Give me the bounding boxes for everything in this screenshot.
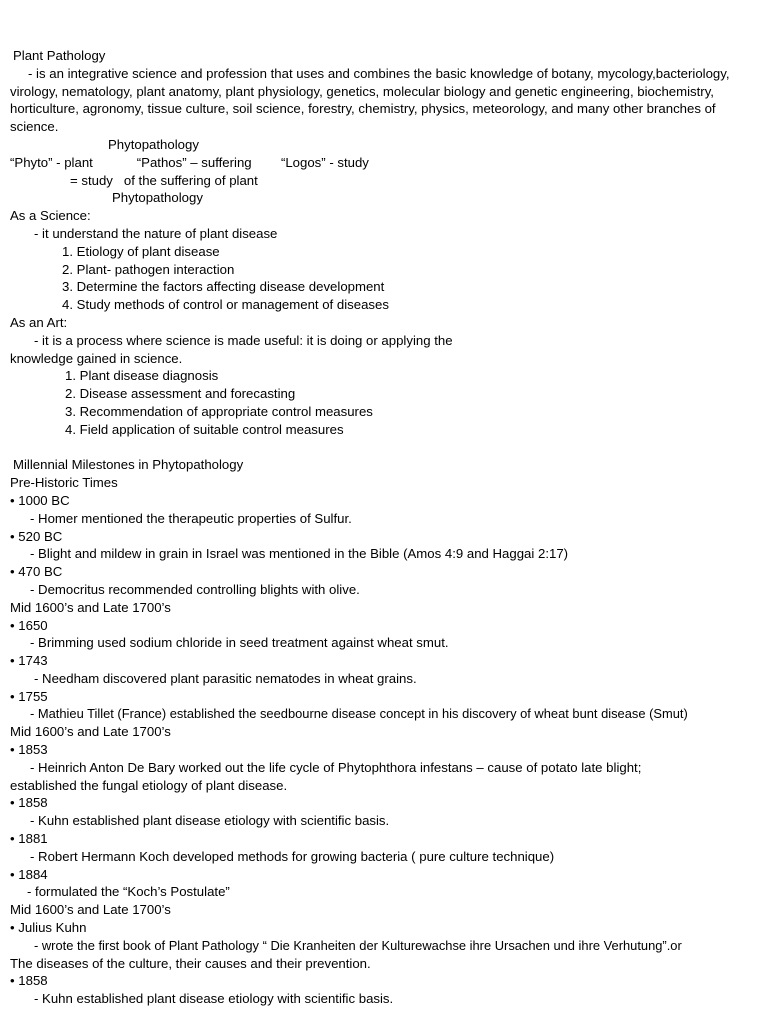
art-description-2: knowledge gained in science.	[10, 350, 183, 366]
milestone-description: - Heinrich Anton De Bary worked out the life cycle of Phytophthora infestans – cause of potato late blight;	[30, 759, 642, 775]
phytopathology-heading: Phytopathology	[108, 136, 199, 152]
period-heading: Pre-Historic Times	[10, 475, 118, 491]
science-description: - it understand the nature of plant disease	[34, 225, 278, 241]
milestone-year: • 1881	[10, 831, 48, 847]
document-title: Plant Pathology	[13, 48, 106, 63]
milestone-year: • 1743	[10, 653, 48, 669]
milestone-description: - Kuhn established plant disease etiology with scientific basis.	[30, 813, 390, 829]
milestone-year: • 1000 BC	[10, 492, 70, 508]
art-item: 3. Recommendation of appropriate control measures	[65, 403, 373, 419]
milestone-description: - Blight and mildew in grain in Israel was mentioned in the Bible (Amos 4:9 and Haggai 2:17)	[30, 546, 569, 562]
definition-paragraph: - is an integrative science and profession that uses and combines the basic knowledge of botany, mycology,bacteriology, virology, nematology, plant anatomy, plant physiology, genetics, molecular biology and genetic engineering, biochemistry, horticulture, agronomy, tissue culture, soil science, forestry, chemistry, physics, meteorology, and many other branches of science.	[10, 65, 730, 135]
milestone-year: • 1884	[10, 866, 48, 882]
milestone-year: • 1858	[10, 973, 48, 989]
milestone-description: - Mathieu Tillet (France) established the seedbourne disease concept in his discovery of wheat bunt disease (Smut)	[30, 706, 688, 722]
etymology-line: “Phyto” - plant “Pathos” – suffering “Logos” - study	[10, 154, 369, 170]
period-heading: Mid 1600’s and Late 1700’s	[10, 599, 171, 615]
equation-line: = study of the suffering of plant	[70, 172, 258, 188]
milestone-year: • 1755	[10, 688, 48, 704]
milestone-description: - Brimming used sodium chloride in seed treatment against wheat smut.	[30, 635, 449, 651]
period-heading: Mid 1600’s and Late 1700’s	[10, 724, 171, 740]
milestone-year: • 1650	[10, 617, 48, 633]
milestone-description: - formulated the “Koch’s Postulate”	[27, 884, 230, 900]
milestone-description: - wrote the first book of Plant Pathology “ Die Kranheiten der Kulturewachse ihre Ursachen und ihre Verhutung”.or	[34, 937, 682, 953]
milestone-description-cont: The diseases of the culture, their causes and their prevention.	[10, 955, 371, 971]
milestones-heading: Millennial Milestones in Phytopathology	[13, 457, 244, 473]
art-heading: As an Art:	[10, 314, 68, 330]
science-item: 3. Determine the factors affecting disease development	[62, 279, 385, 295]
period-heading: Mid 1600’s and Late 1700’s	[10, 902, 171, 918]
milestone-year: • 520 BC	[10, 528, 63, 544]
science-item: 1. Etiology of plant disease	[62, 243, 220, 259]
document-page	[0, 47, 768, 1008]
milestone-year: • Julius Kuhn	[10, 920, 87, 936]
art-item: 1. Plant disease diagnosis	[65, 368, 219, 384]
science-item: 4. Study methods of control or management of diseases	[62, 297, 389, 313]
milestone-year: • 1853	[10, 742, 48, 758]
science-heading: As a Science:	[10, 208, 91, 224]
milestone-description: - Democritus recommended controlling blights with olive.	[30, 581, 360, 597]
milestone-description: - Homer mentioned the therapeutic properties of Sulfur.	[30, 510, 352, 526]
milestone-description: - Robert Hermann Koch developed methods for growing bacteria ( pure culture technique)	[30, 848, 555, 864]
milestone-description: - Needham discovered plant parasitic nematodes in wheat grains.	[34, 670, 417, 686]
art-description-1: - it is a process where science is made useful: it is doing or applying the	[34, 332, 453, 348]
milestone-year: • 470 BC	[10, 564, 63, 580]
art-item: 4. Field application of suitable control measures	[65, 421, 344, 437]
art-item: 2. Disease assessment and forecasting	[65, 386, 296, 402]
milestone-description: - Kuhn established plant disease etiology with scientific basis.	[34, 991, 394, 1007]
milestone-description-cont: established the fungal etiology of plant disease.	[10, 777, 288, 793]
phytopathology-heading-2: Phytopathology	[112, 190, 203, 206]
milestone-year: • 1858	[10, 795, 48, 811]
spacer	[0, 439, 768, 457]
science-item: 2. Plant- pathogen interaction	[62, 261, 235, 277]
